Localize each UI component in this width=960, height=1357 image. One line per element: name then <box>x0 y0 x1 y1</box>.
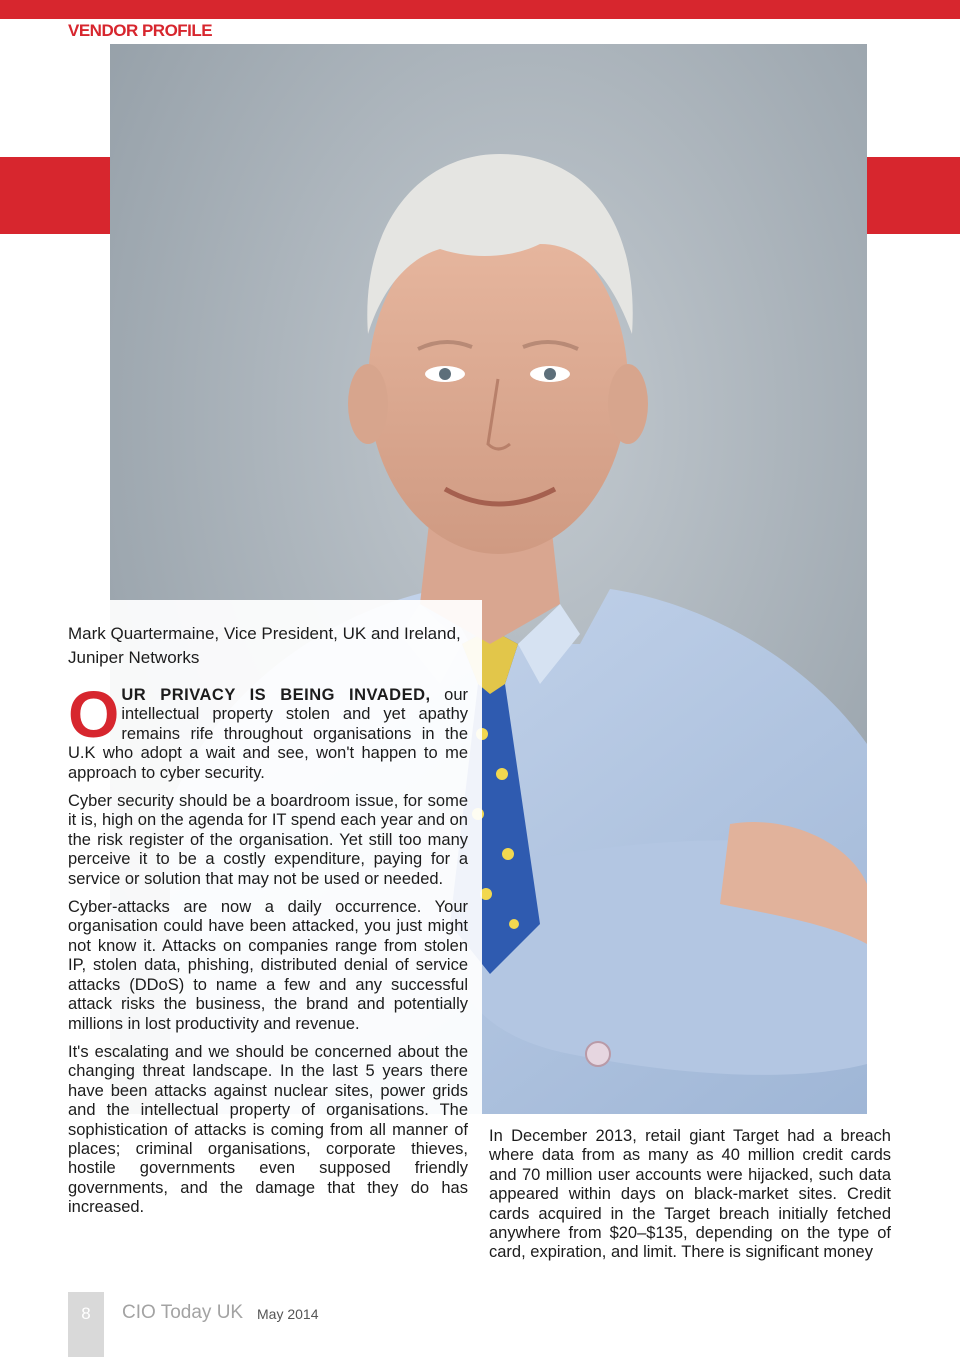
lead-in: UR PRIVACY IS BEING INVADED, <box>121 686 431 704</box>
right-accent-band <box>866 157 960 234</box>
page-footer <box>0 1292 960 1357</box>
top-accent-bar <box>0 0 960 19</box>
issue-date: May 2014 <box>257 1306 319 1322</box>
page-number: 8 <box>68 1292 104 1357</box>
photo-caption: Mark Quartermaine, Vice President, UK and Ireland, Juniper Networks <box>68 624 461 667</box>
article-column-left <box>68 677 468 1227</box>
article-paragraph: Cyber-attacks are now a daily occurrence. Your organisation could have been attacked, you just might not know it. Attacks on companies range from stolen IP, stolen data, phishing, distributed denial of service attacks (DDoS) to name a few and any successful attack risks the business, the brand and potentially millions in lost productivity and revenue. <box>68 898 468 1033</box>
paragraph-text: our intellectual property stolen and yet apathy remains rife throughout organisations in the U.K who adopt a wait and see, won't happen to me approach to cyber security. <box>68 686 468 782</box>
left-accent-band <box>0 157 110 234</box>
article-paragraph: It's escalating and we should be concerned about the changing threat landscape. In the last 5 years there have been attacks against nuclear sites, power grids and the intellectual property of organisations. The sophistication of attacks is coming from all manner of places; criminal organisations, corporate thieves, hostile governments even supposed friendly governments, and the damage that they do has increased. <box>68 1042 468 1217</box>
magazine-name: CIO Today UK <box>122 1302 244 1323</box>
section-label: VENDOR PROFILE <box>68 21 213 40</box>
article-paragraph: Cyber security should be a boardroom issue, for some it is, high on the agenda for IT spend each year and on the risk register of the organisation. Yet still too many perceive it to be a costly expenditure, paying for a service or solution that may not be used or needed. <box>68 792 468 888</box>
article-paragraph <box>68 677 468 783</box>
article-column-right <box>489 1127 891 1272</box>
drop-cap: O <box>68 677 118 751</box>
article-paragraph: In December 2013, retail giant Target had a breach where data from as many as 40 million credit cards and 70 million user accounts were hijacked, such data appeared within days on black-market sites. Credit cards acquired in the Target breach initially fetched anywhere from $20–$135, depending on the type of card, expiration, and limit. There is significant money <box>489 1127 891 1262</box>
